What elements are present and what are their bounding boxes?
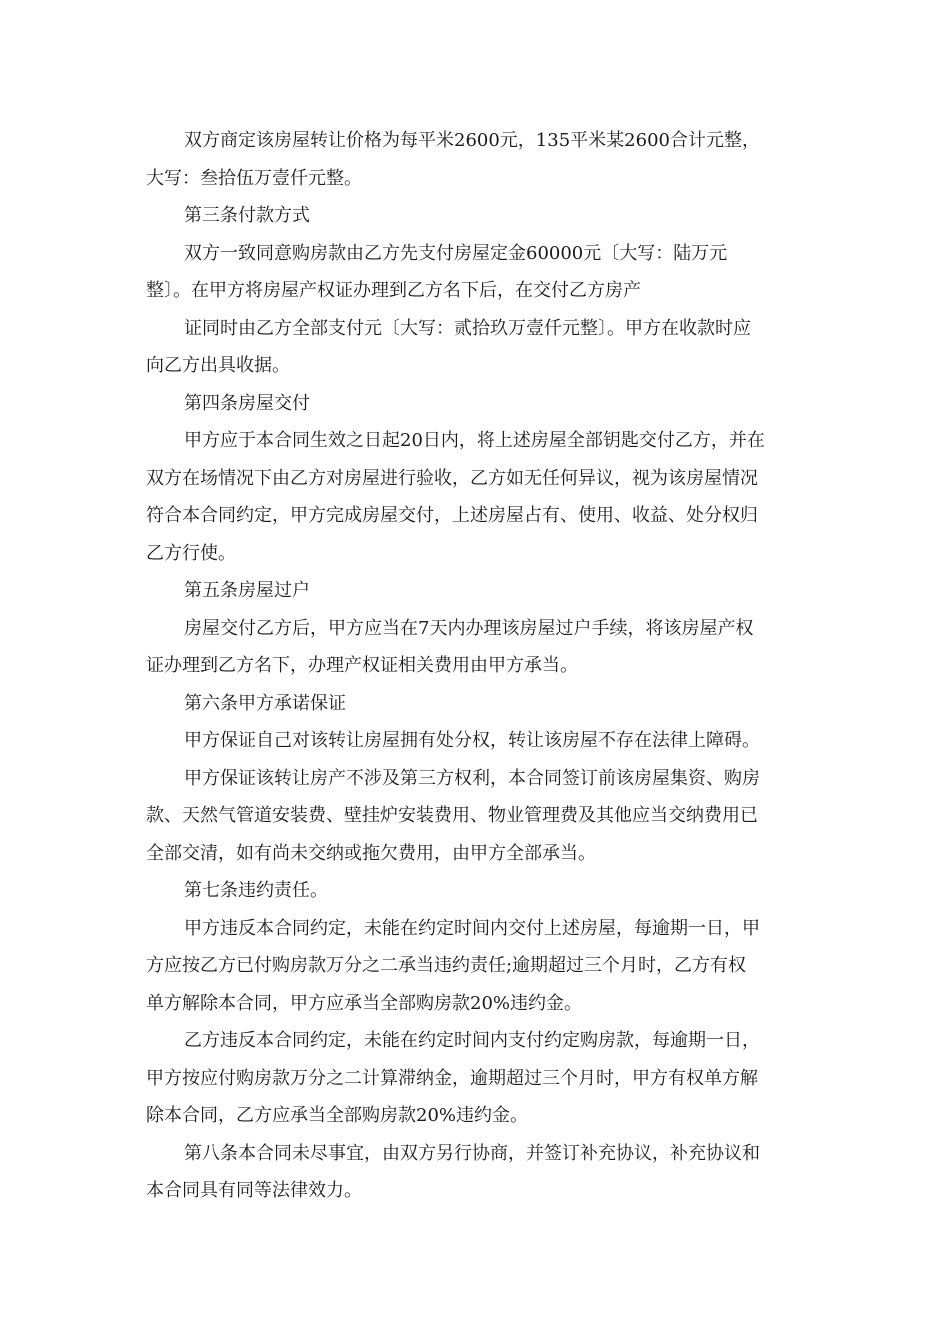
paragraph [146, 910, 806, 1023]
paragraph [146, 235, 806, 310]
text-line: 乙方违反本合同约定，未能在约定时间内支付约定购房款，每逾期一日， [184, 1030, 760, 1051]
text-line: 第四条房屋交付 [184, 392, 310, 414]
text-line: 向乙方出具收据。 [146, 355, 290, 376]
paragraph [146, 122, 806, 197]
text-line: 甲方按应付购房款万分之二计算滞纳金，逾期超过三个月时，甲方有权单方解 [146, 1067, 758, 1089]
paragraph [146, 722, 806, 760]
document-body [146, 122, 806, 1210]
text-line: 全部交清，如有尚未交纳或拖欠费用，由甲方全部承当。 [146, 842, 596, 864]
section-heading [146, 385, 806, 423]
text-line: 款、天然气管道安装费、壁挂炉安装费用、物业管理费及其他应当交纳费用已 [146, 805, 758, 826]
section-heading [146, 572, 806, 610]
text-line: 甲方违反本合同约定，未能在约定时间内交付上述房屋，每逾期一日，甲 [184, 917, 760, 939]
paragraph [146, 1022, 806, 1135]
paragraph [146, 1135, 806, 1210]
text-line: 证办理到乙方名下，办理产权证相关费用由甲方承当。 [146, 655, 578, 676]
section-heading [146, 197, 806, 235]
text-line: 甲方应于本合同生效之日起20日内，将上述房屋全部钥匙交付乙方，并在 [184, 430, 765, 451]
text-line: 乙方行使。 [146, 542, 236, 564]
text-line: 符合本合同约定，甲方完成房屋交付，上述房屋占有、使用、收益、处分权归 [146, 505, 758, 526]
text-line: 除本合同，乙方应承当全部购房款20%违约金。 [146, 1105, 529, 1126]
paragraph [146, 422, 806, 572]
text-line: 方应按乙方已付购房款万分之二承当违约责任;逾期超过三个月时，乙方有权 [146, 955, 747, 976]
text-line: 甲方保证自己对该转让房屋拥有处分权，转让该房屋不存在法律上障碍。 [184, 730, 760, 751]
text-line: 单方解除本合同，甲方应承当全部购房款20%违约金。 [146, 992, 583, 1014]
text-line: 甲方保证该转让房产不涉及第三方权利，本合同签订前该房屋集资、购房 [184, 767, 760, 789]
text-line: 整〕。在甲方将房屋产权证办理到乙方名下后，在交付乙方房产 [146, 280, 641, 301]
text-line: 第八条本合同未尽事宜，由双方另行协商，并签订补充协议，补充协议和 [184, 1142, 760, 1164]
text-line: 本合同具有同等法律效力。 [146, 1180, 362, 1201]
text-line: 第五条房屋过户 [184, 580, 310, 601]
text-line: 双方在场情况下由乙方对房屋进行验收，乙方如无任何异议，视为该房屋情况 [146, 467, 758, 489]
paragraph [146, 610, 806, 685]
text-line: 房屋交付乙方后，甲方应当在7天内办理该房屋过户手续，将该房屋产权 [184, 617, 754, 639]
text-line: 证同时由乙方全部支付元〔大写：贰拾玖万壹仟元整〕。甲方在收款时应 [184, 317, 751, 339]
text-line: 双方商定该房屋转让价格为每平米2600元，135平米某2600合计元整， [184, 130, 760, 151]
section-heading [146, 685, 806, 723]
text-line: 第六条甲方承诺保证 [184, 692, 346, 714]
paragraph [146, 310, 806, 385]
text-line: 第三条付款方式 [184, 205, 310, 226]
text-line: 双方一致同意购房款由乙方先支付房屋定金60000元〔大写：陆万元 [184, 242, 728, 264]
text-line: 第七条违约责任。 [184, 880, 328, 901]
section-heading [146, 872, 806, 910]
paragraph [146, 760, 806, 873]
text-line: 大写：叁拾伍万壹仟元整。 [146, 167, 362, 189]
